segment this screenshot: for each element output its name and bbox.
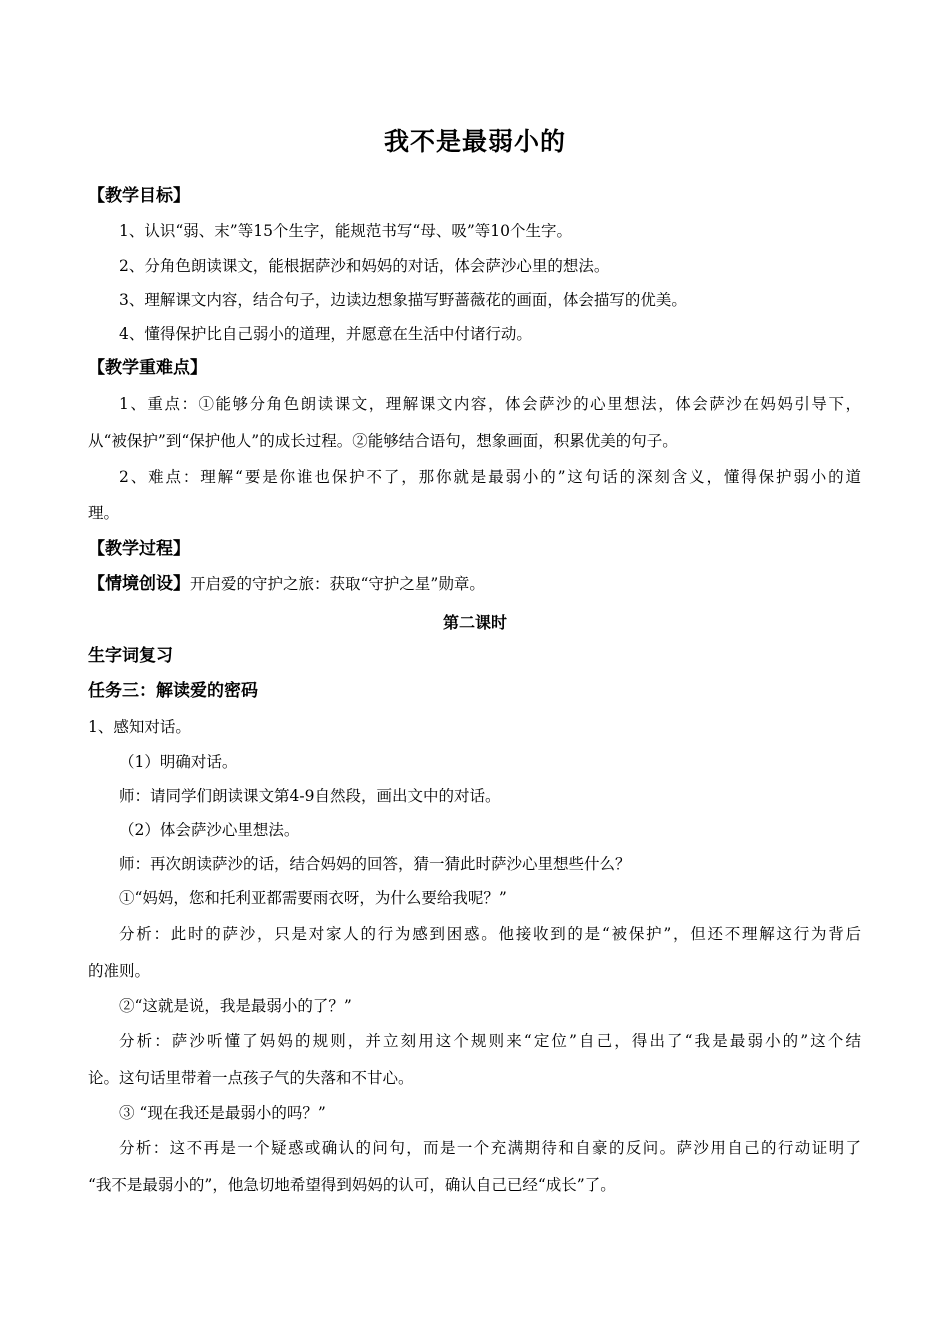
goal-item: 4、懂得保护比自己弱小的道理，并愿意在生活中付诸行动。 bbox=[119, 325, 532, 343]
task3-heading: 任务三：解读爱的密码 bbox=[88, 681, 258, 701]
sub-step-1: （1）明确对话。 bbox=[119, 753, 238, 771]
process-heading: 【教学过程】 bbox=[88, 539, 190, 559]
step-1: 1、感知对话。 bbox=[88, 718, 191, 736]
key-point-text: 理。 bbox=[88, 504, 120, 522]
analysis-2-cont: 论。这句话里带着一点孩子气的失落和不甘心。 bbox=[88, 1069, 414, 1087]
quote-1: ①“妈妈，您和托利亚都需要雨衣呀，为什么要给我呢？” bbox=[119, 889, 507, 907]
teacher-prompt-1: 师：请同学们朗读课文第4-9自然段，画出文中的对话。 bbox=[119, 787, 501, 805]
quote-2: ②“这就是说，我是最弱小的了？” bbox=[119, 997, 352, 1015]
goal-item: 1、认识“弱、末”等15个生字，能规范书写“母、吸”等10个生字。 bbox=[119, 222, 573, 240]
goals-heading: 【教学目标】 bbox=[88, 186, 190, 206]
document-title: 我不是最弱小的 bbox=[383, 127, 566, 156]
analysis-2: 分析：萨沙听懂了妈妈的规则，并立刻用这个规则来“定位”自己，得出了“我是最弱小的”这个结 bbox=[119, 1032, 861, 1050]
key-point-text: 从“被保护”到“保护他人”的成长过程。②能够结合语句，想象画面，积累优美的句子。 bbox=[88, 432, 678, 450]
analysis-1: 分析：此时的萨沙，只是对家人的行为感到困惑。他接收到的是“被保护”，但还不理解这行为背后 bbox=[119, 925, 861, 943]
analysis-3: 分析：这不再是一个疑惑或确认的问句，而是一个充满期待和自豪的反问。萨沙用自己的行动证明了 bbox=[119, 1139, 861, 1157]
scenario-text: 开启爱的守护之旅：获取“守护之星”勋章。 bbox=[190, 575, 485, 593]
analysis-3-cont: “我不是最弱小的”，他急切地希望得到妈妈的认可，确认自己已经“成长”了。 bbox=[88, 1176, 616, 1194]
goal-item: 2、分角色朗读课文，能根据萨沙和妈妈的对话，体会萨沙心里的想法。 bbox=[119, 257, 610, 275]
goal-item: 3、理解课文内容，结合句子，边读边想象描写野蔷薇花的画面，体会描写的优美。 bbox=[119, 291, 687, 309]
key-point-text: 2、难点：理解“要是你谁也保护不了，那你就是最弱小的”这句话的深刻含义，懂得保护弱小的道 bbox=[119, 468, 861, 486]
sub-step-2: （2）体会萨沙心里想法。 bbox=[119, 821, 300, 839]
scenario-line bbox=[88, 574, 868, 594]
scenario-label: 【情境创设】 bbox=[88, 574, 190, 594]
quote-3: ③ “现在我还是最弱小的吗？” bbox=[119, 1104, 326, 1122]
lesson-title: 第二课时 bbox=[442, 613, 507, 632]
key-points-heading: 【教学重难点】 bbox=[88, 358, 207, 378]
teacher-prompt-2: 师：再次朗读萨沙的话，结合妈妈的回答，猜一猜此时萨沙心里想些什么？ bbox=[119, 855, 631, 873]
analysis-1-cont: 的准则。 bbox=[88, 962, 151, 980]
review-heading: 生字词复习 bbox=[88, 646, 173, 666]
key-point-text: 1、重点：①能够分角色朗读课文，理解课文内容，体会萨沙的心里想法，体会萨沙在妈妈引导下， bbox=[119, 395, 861, 413]
